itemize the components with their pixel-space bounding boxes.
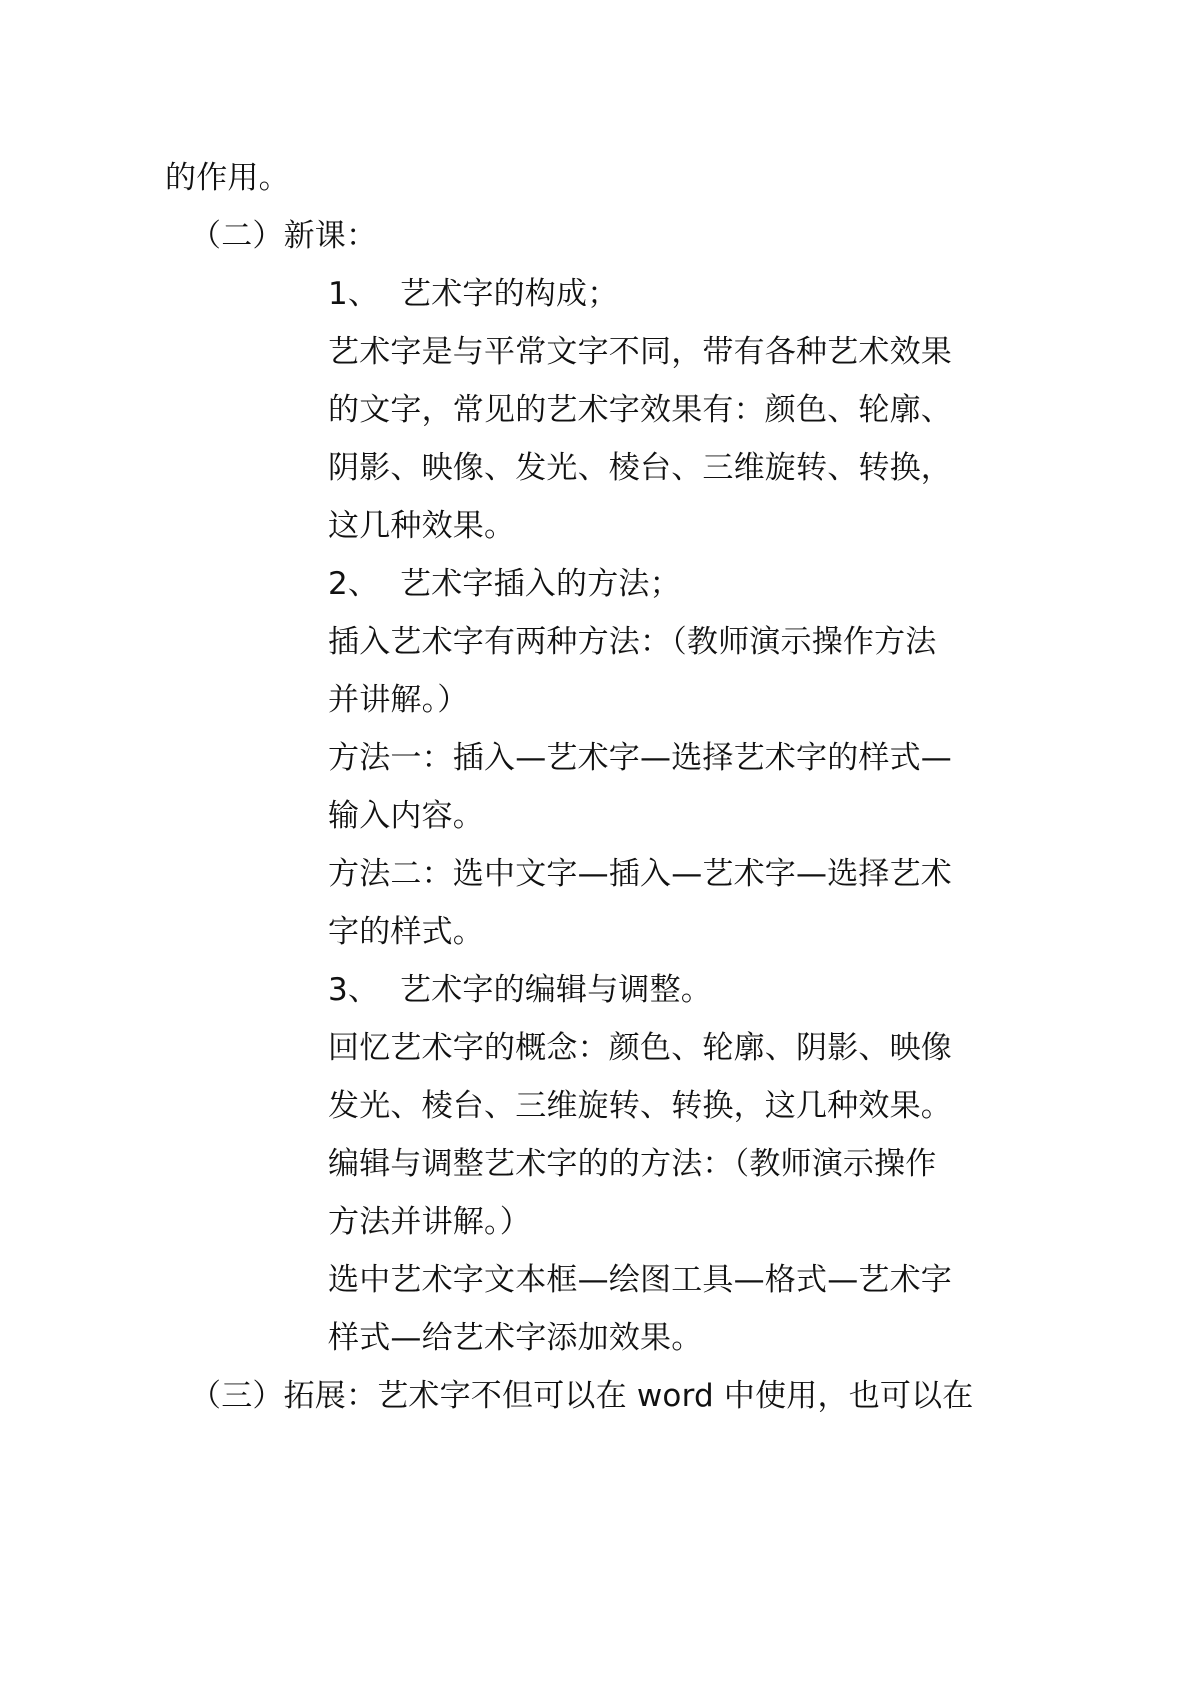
paragraph-line — [328, 738, 952, 778]
line-text: 发光、棱台、三维旋转、转换，这几种效果。 — [328, 1088, 952, 1124]
section-heading-new-lesson — [190, 216, 377, 256]
line-text: 输入内容。 — [328, 798, 484, 834]
line-text: 方法一：插入—艺术字—选择艺术字的样式— — [328, 740, 952, 776]
line-text: 字的样式。 — [328, 914, 484, 950]
list-number: 1、 — [328, 276, 380, 312]
list-item-heading — [328, 274, 618, 314]
line-text: 的作用。 — [165, 160, 290, 196]
paragraph-line — [328, 506, 515, 546]
paragraph-line — [328, 854, 952, 894]
heading-text: （三）拓展：艺术字不但可以在 word 中使用，也可以在 — [190, 1378, 974, 1414]
paragraph-line — [328, 448, 952, 488]
paragraph-line — [328, 1318, 702, 1358]
paragraph-line — [328, 912, 484, 952]
paragraph-line — [328, 1202, 531, 1242]
line-text: 的文字，常见的艺术字效果有：颜色、轮廓、 — [328, 392, 952, 428]
heading-text: （二）新课： — [190, 218, 378, 254]
line-text: 插入艺术字有两种方法：（教师演示操作方法 — [328, 624, 937, 660]
line-text: 阴影、映像、发光、棱台、三维旋转、转换， — [328, 450, 952, 486]
list-item-title: 艺术字的编辑与调整。 — [400, 972, 712, 1008]
list-item-heading — [328, 564, 681, 604]
paragraph-line — [328, 622, 937, 662]
list-number: 2、 — [328, 566, 380, 602]
line-text: 这几种效果。 — [328, 508, 516, 544]
paragraph-line — [328, 680, 469, 720]
paragraph-line — [328, 1144, 937, 1184]
list-item-heading — [328, 970, 712, 1010]
line-text: 并讲解。） — [328, 682, 469, 718]
line-text: 方法并讲解。） — [328, 1204, 531, 1240]
line-text: 回忆艺术字的概念：颜色、轮廓、阴影、映像 — [328, 1030, 952, 1066]
section-heading-extension — [190, 1376, 974, 1416]
paragraph-line — [328, 332, 952, 372]
paragraph-line — [165, 158, 290, 198]
paragraph-line — [328, 390, 952, 430]
line-text: 选中艺术字文本框—绘图工具—格式—艺术字 — [328, 1262, 952, 1298]
paragraph-line — [328, 1260, 952, 1300]
paragraph-line — [328, 1028, 952, 1068]
line-text: 艺术字是与平常文字不同，带有各种艺术效果 — [328, 334, 952, 370]
line-text: 方法二：选中文字—插入—艺术字—选择艺术 — [328, 856, 952, 892]
list-item-title: 艺术字的构成； — [400, 276, 619, 312]
list-number: 3、 — [328, 972, 380, 1008]
line-text: 编辑与调整艺术字的的方法：（教师演示操作 — [328, 1146, 937, 1182]
line-text: 样式—给艺术字添加效果。 — [328, 1320, 703, 1356]
paragraph-line — [328, 1086, 952, 1126]
paragraph-line — [328, 796, 484, 836]
list-item-title: 艺术字插入的方法； — [400, 566, 681, 602]
